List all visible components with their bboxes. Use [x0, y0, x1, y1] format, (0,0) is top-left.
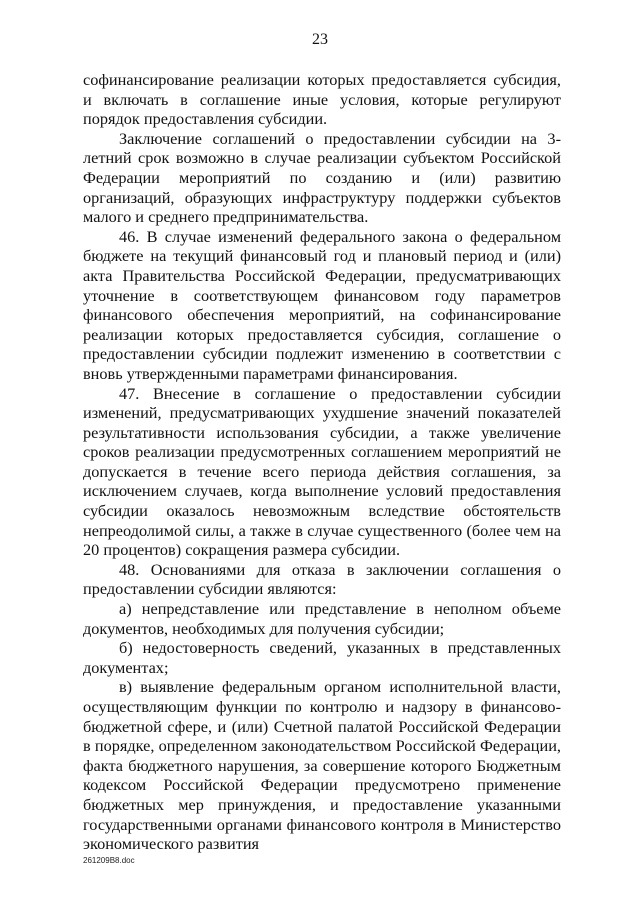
paragraph-46: 46. В случае изменений федерального закона о федеральном бюджете на текущий финансовый год и плановый период и (или) акта Правительства Российской Федерации, предусматривающих уточнение в соответствующем финансовом году параметров финансового обеспечения мероприятий, на софинансирование реализации которых предоставляется субсидия, соглашение о предоставлении субсидии подлежит изменению в соответствии с вновь утвержденными параметрами финансирования.: [83, 226, 561, 383]
list-item-a: а) непредставление или представление в неполном объеме документов, необходимых для получения субсидии;: [83, 599, 561, 638]
paragraph-continuation: софинансирование реализации которых предоставляется субсидия, и включать в соглашение иные условия, которые регулируют порядок предоставления субсидии.: [83, 70, 561, 129]
paragraph-three-year-agreement: Заключение соглашений о предоставлении субсидии на 3-летний срок возможно в случае реализации субъектом Российской Федерации мероприятий по созданию и (или) развитию организаций, образующих инфраструктуру поддержки субъектов малого и среднего предпринимательства.: [83, 128, 561, 227]
list-item-v: в) выявление федеральным органом исполнительной власти, осуществляющим функции по контролю и надзору в финансово-бюджетной сфере, и (или) Счетной палатой Российской Федерации в порядке, определенном законодательством Российской Федерации, факта бюджетного нарушения, за совершение которого Бюджетным кодексом Российской Федерации предусмотрено применение бюджетных мер принуждения, и предоставление указанными государственными органами финансового контроля в Министерство экономического развития: [83, 677, 561, 854]
paragraph-48: 48. Основаниями для отказа в заключении соглашения о предоставлении субсидии являются:: [83, 559, 561, 599]
paragraph-47: 47. Внесение в соглашение о предоставлении субсидии изменений, предусматривающих ухудшение значений показателей результативности использования субсидии, а также увеличение сроков реализации предусмотренных соглашением мероприятий не допускается в течение всего периода действия соглашения, за исключением случаев, когда выполнение условий предоставления субсидии оказалось невозможным вследствие обстоятельств непреодолимой силы, а также в случае существенного (более чем на 20 процентов) сокращения размера субсидии.: [83, 383, 561, 560]
document-body: [83, 70, 561, 854]
page-number: 23: [312, 31, 328, 48]
document-file-code: 261209B8.doc: [83, 856, 135, 865]
list-item-b: б) недостоверность сведений, указанных в представленных документах;: [83, 638, 561, 677]
